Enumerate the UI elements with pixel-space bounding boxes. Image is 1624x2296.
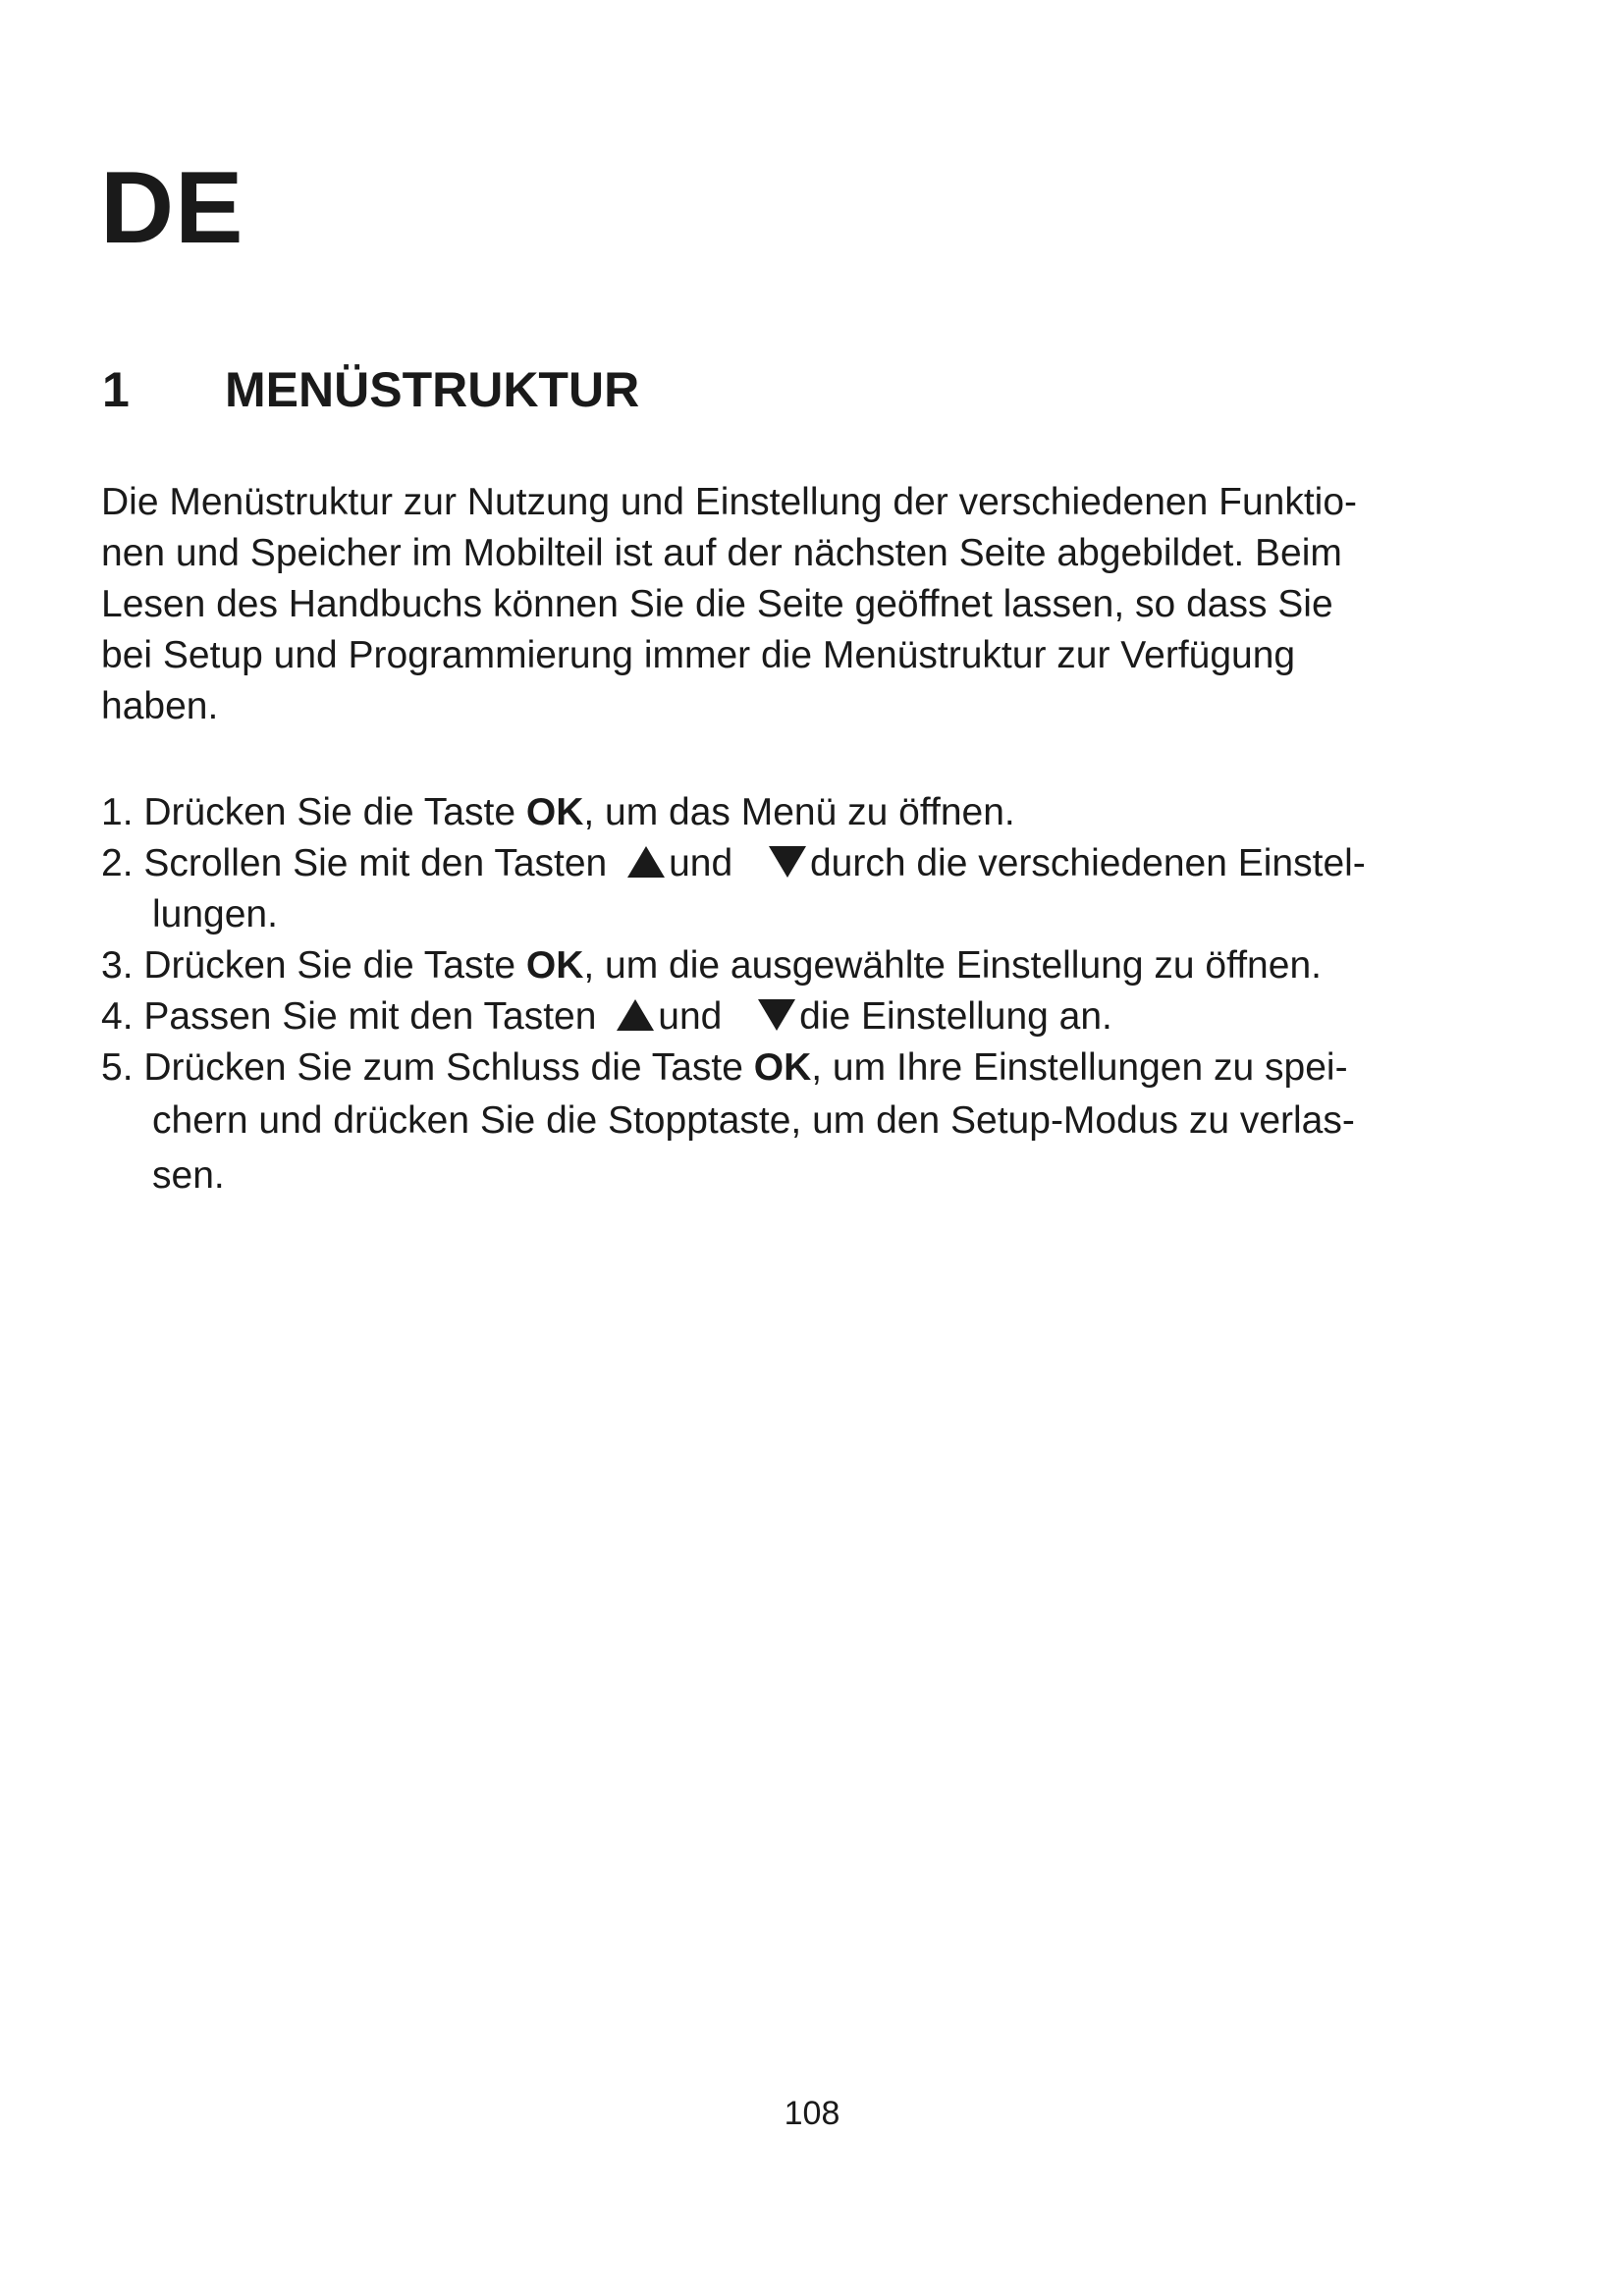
step-5 [101,1042,1535,1203]
step-continuation: lungen. [152,893,278,935]
ok-key-label: OK [525,944,584,987]
step-continuation: sen. [152,1154,225,1197]
intro-paragraph [101,477,1525,732]
step-text: 2. Scrollen Sie mit den Tasten [101,842,619,884]
step-text: die Einstellung an. [799,995,1112,1038]
page-number: 108 [784,2095,840,2132]
section-number: 1 [102,362,130,417]
step-4 [101,991,1535,1042]
step-1 [101,787,1535,838]
step-text: und [669,842,743,884]
up-arrow-key-icon [617,999,654,1031]
section-heading [102,362,640,417]
step-text: 3. Drücken Sie die Taste [101,944,526,987]
step-text: , um Ihre Einstellungen zu spei- [811,1046,1348,1089]
step-line [101,1042,1535,1094]
intro-line: nen und Speicher im Mobilteil ist auf der nächsten Seite abgebildet. Beim [101,532,1342,574]
step-line [101,787,1535,838]
down-arrow-key-icon [758,999,795,1031]
section-title: MENÜSTRUKTUR [225,362,640,417]
step-3 [101,940,1535,991]
ok-key-label: OK [753,1046,812,1089]
step-line [101,838,1535,889]
step-text: , um das Menü zu öffnen. [583,791,1015,833]
intro-line: Die Menüstruktur zur Nutzung und Einstellung der verschiedenen Funktio- [101,481,1358,523]
up-arrow-key-icon [627,846,665,878]
step-text: 1. Drücken Sie die Taste [101,791,526,833]
step-text: 5. Drücken Sie zum Schluss die Taste [101,1046,754,1089]
step-text: , um die ausgewählte Einstellung zu öffnen. [583,944,1322,987]
step-line [101,991,1535,1042]
step-text: 4. Passen Sie mit den Tasten [101,995,608,1038]
down-arrow-key-icon [769,846,806,878]
step-text: und [658,995,733,1038]
intro-line: haben. [101,685,219,727]
step-2 [101,838,1535,940]
step-continuation: chern und drücken Sie die Stopptaste, um den Setup-Modus zu verlas- [152,1099,1355,1142]
step-text: durch die verschiedenen Einstel- [809,842,1366,884]
ok-key-label: OK [525,791,584,833]
intro-line: bei Setup und Programmierung immer die Menüstruktur zur Verfügung [101,634,1296,676]
language-code: DE [100,151,244,265]
step-line [101,940,1535,991]
steps-list [101,787,1535,1203]
intro-line: Lesen des Handbuchs können Sie die Seite geöffnet lassen, so dass Sie [101,583,1333,625]
